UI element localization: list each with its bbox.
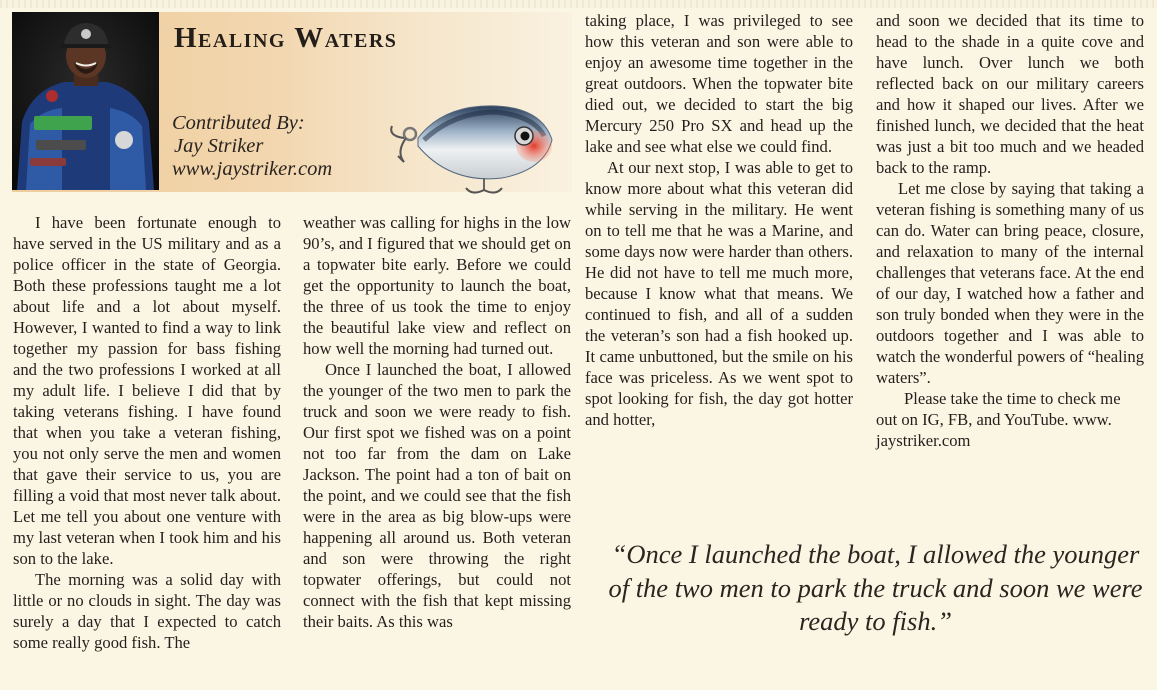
pull-quote: “Once I launched the boat, I allowed the younger of the two men to park the truck and soon we were ready to fish.” xyxy=(608,539,1143,636)
top-rule xyxy=(0,0,1157,8)
author-name: Jay Striker xyxy=(174,135,264,157)
article-column-3 xyxy=(585,10,853,430)
body-paragraph: Once I launched the boat, I allowed the younger of the two men to park the truck and soon we were ready to fish. Our first spot we fished was on a point not too far from the dam on Lake Jackson. The point had a ton of bait on the point, and we could see that the fish were in the area as big blow-ups were happening all around us. Both veteran and son were throwing the right topwater offerings, but could not connect with the fish that kept missing their baits. As this was xyxy=(303,360,571,631)
article-header xyxy=(12,12,572,192)
body-paragraph: Please take the time to check me out on IG, FB, and YouTube. www. jaystriker.com xyxy=(876,389,1121,450)
body-paragraph-continued: and soon we decided that its time to head to the shade in a quite cove and have lunch. Over lunch we both reflected back on our military careers and how it shaped our lives. After we finished lunch, we decided that the heat was just a bit too much and we headed back to the ramp. xyxy=(876,11,1144,177)
author-photo-illustration xyxy=(12,12,159,190)
body-paragraph-continued: weather was calling for highs in the low 90’s, and I figured that we should get on a topwater bite early. Before we could get the opportunity to launch the boat, the three of us took the time to enjoy the beautiful lake view and reflect on how well the morning had turned out. xyxy=(303,213,571,358)
body-paragraph: The morning was a solid day with little or no clouds in sight. The day was surely a day that I expected to catch some really good fish. The xyxy=(13,570,281,652)
article-title: Healing Waters xyxy=(174,22,398,54)
contributed-by-label: Contributed By: xyxy=(172,112,305,134)
fishing-lure-image xyxy=(384,90,574,198)
byline xyxy=(172,112,332,181)
body-paragraph: Let me close by saying that taking a veteran fishing is something many of us can do. Water can bring peace, closure, and relaxation to many of the internal challenges that veterans face. At the end of our day, I watched how a father and son truly bonded when they were in the outdoors together and I was able to watch the wonderful powers of “healing waters”. xyxy=(876,179,1144,387)
article-column-4 xyxy=(876,10,1144,451)
body-paragraph-continued: taking place, I was privileged to see how this veteran and son were able to enjoy an awesome time together in the great outdoors. When the topwater bite died out, we decided to start the big Mercury 250 Pro SX and head up the lake and see what else we could find. xyxy=(585,11,853,156)
body-paragraph: At our next stop, I was able to get to know more about what this veteran did while serving in the military. He went on to tell me that he was a Marine, and some days now were harder than others. He did not have to tell me much more, because I know what that means. We continued to fish, and all of a sudden the veteran’s son had a fish hooked up. It came unbuttoned, but the smile on his face was priceless. As we went spot to spot looking for fish, the day got hotter and hotter, xyxy=(585,158,853,429)
author-website: www.jaystriker.com xyxy=(172,158,333,180)
article-column-1 xyxy=(13,212,281,653)
author-photo xyxy=(12,12,159,190)
body-paragraph: I have been fortunate enough to have served in the US military and as a police officer in the state of Georgia. Both these professions taught me a lot about life and a lot about myself. However, I wanted to find a way to link together my passion for bass fishing and the two professions I worked at all my adult life. I believe I did that by taking veterans fishing. I have found that when you take a veteran fishing, you not only serve the men and women that gave their service to us, you are filling a void that most never talk about. Let me tell you about one venture with my last veteran when I took him and his son to the lake. xyxy=(13,213,281,568)
article-column-2 xyxy=(303,212,571,632)
